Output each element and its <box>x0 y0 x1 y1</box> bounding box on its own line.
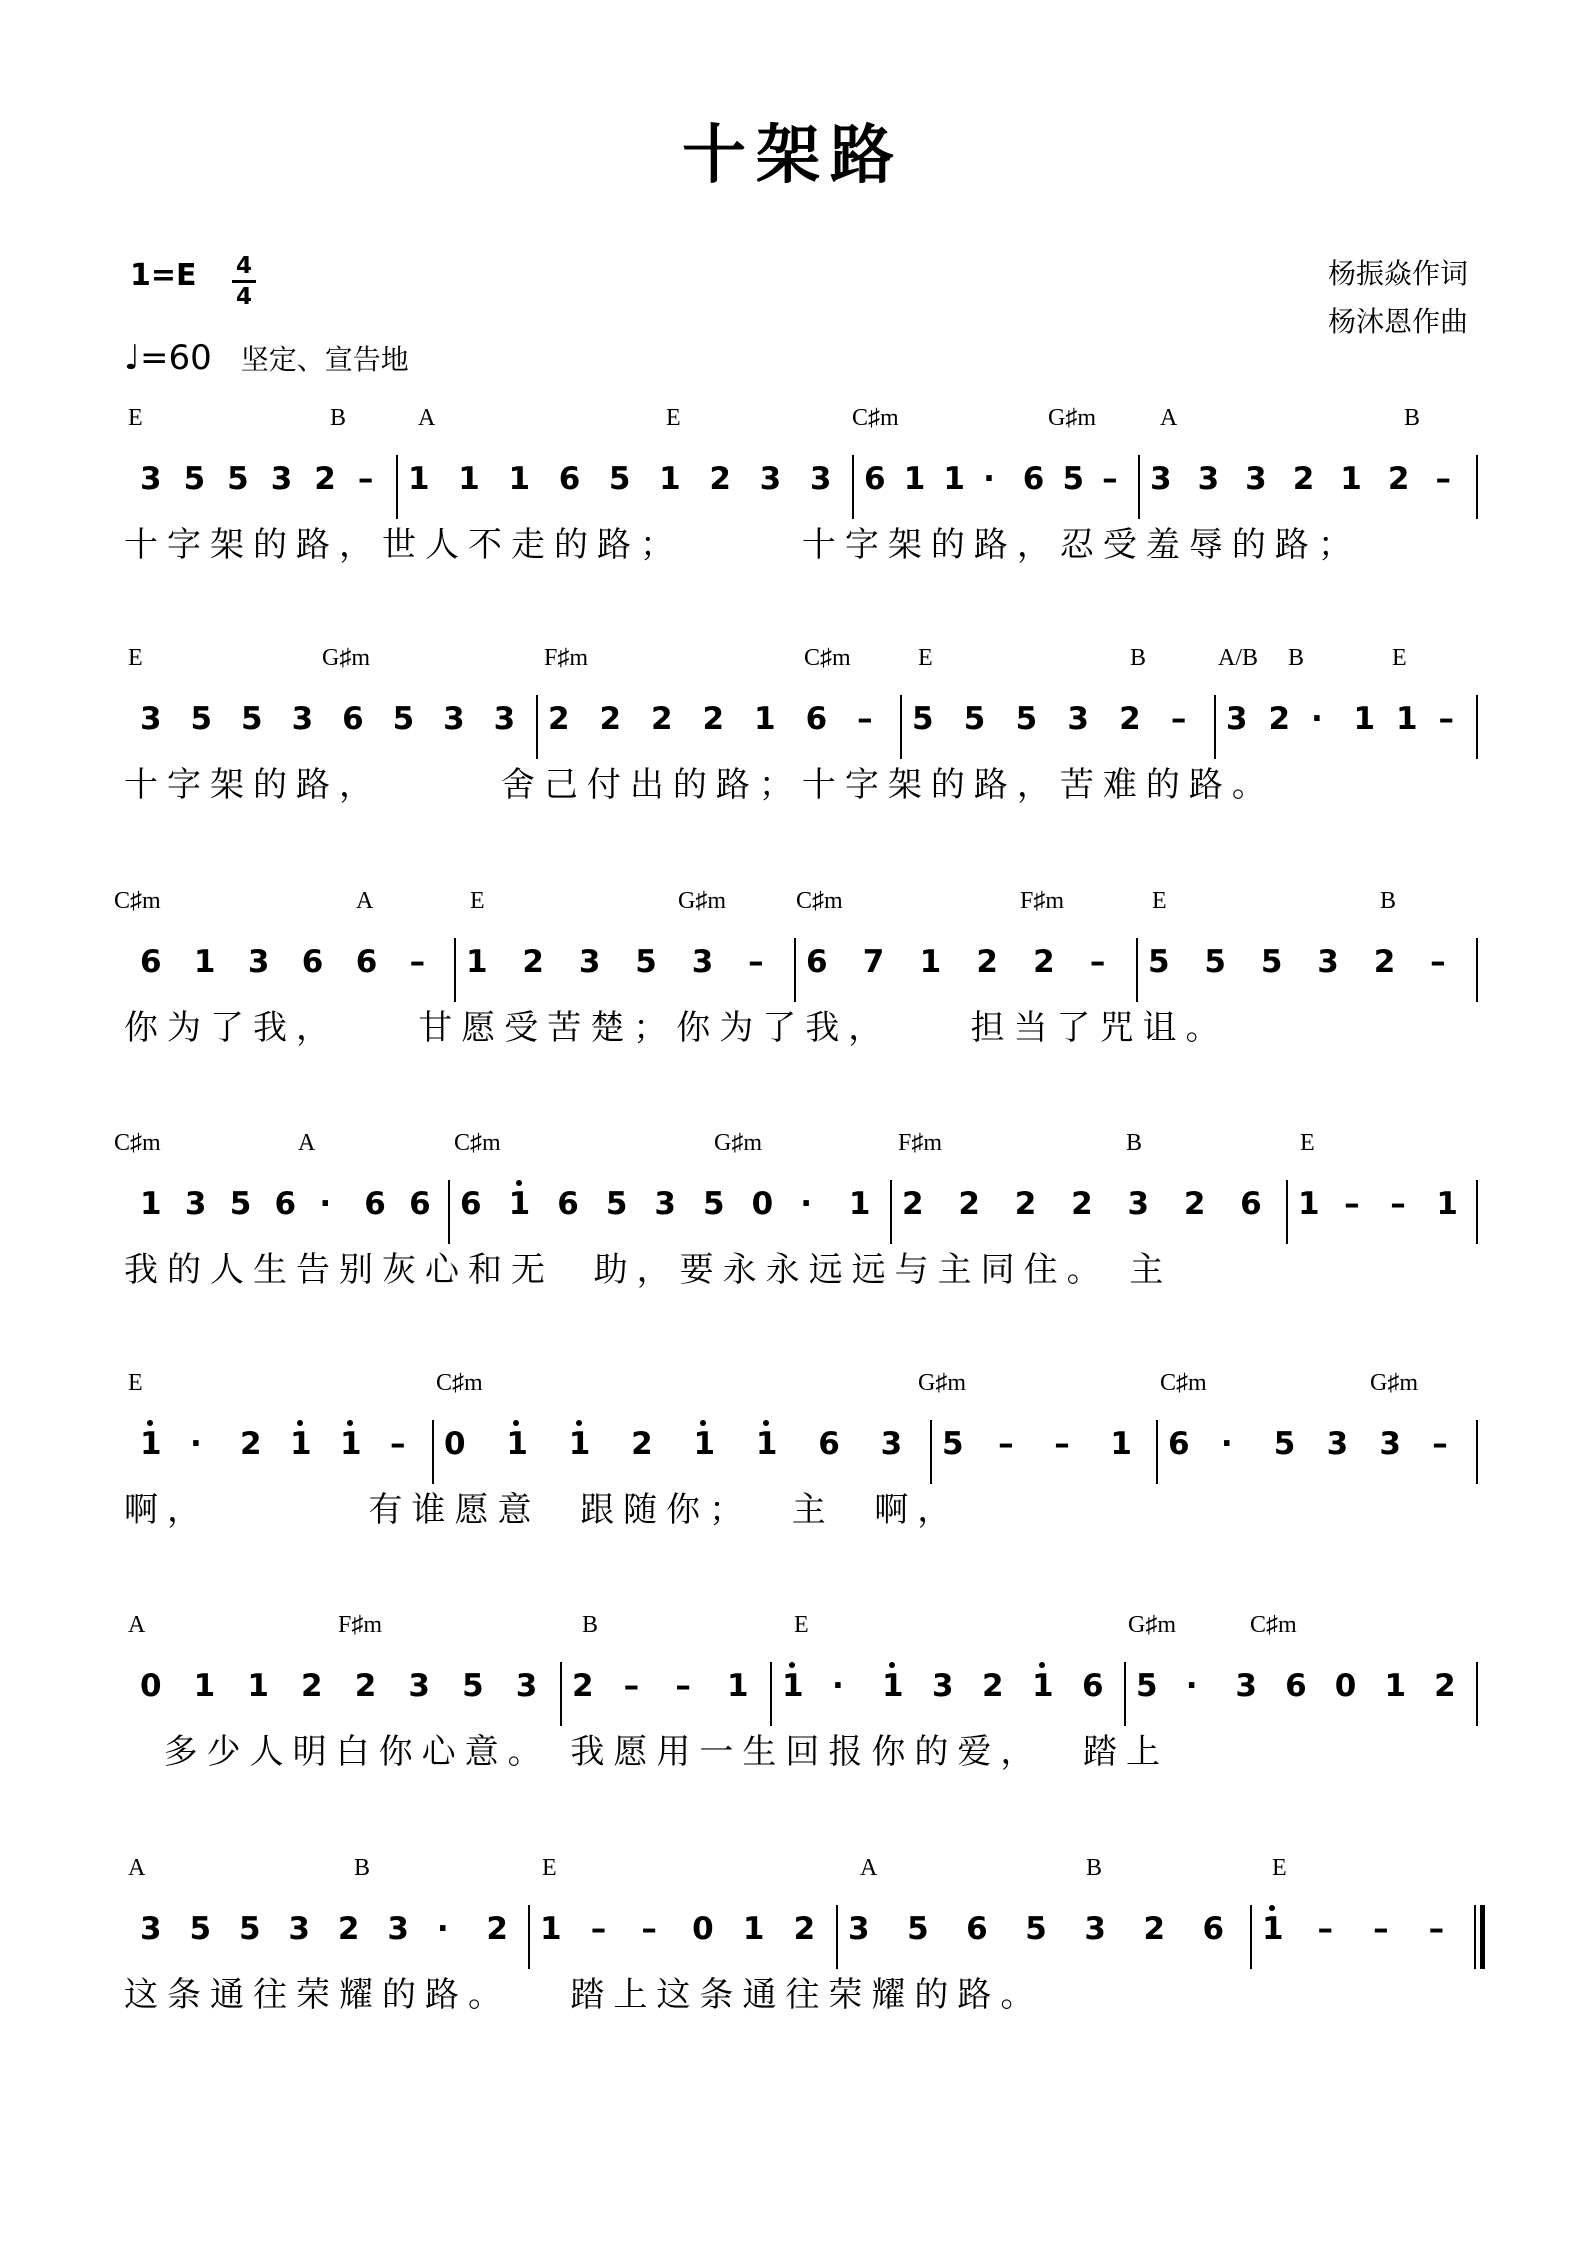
jianpu-note: 3 <box>247 944 270 980</box>
tempo-value: ♩=60 <box>124 338 212 378</box>
jianpu-note: 6 <box>806 944 828 980</box>
chord-symbol: E <box>1300 1130 1315 1156</box>
lyric-line: 多少人明白你心意。 我愿用一生回报你的爱， 踏上 <box>124 1732 1170 1772</box>
jianpu-note: 3 <box>1127 1186 1150 1222</box>
chord-symbol: B <box>1126 1130 1143 1156</box>
jianpu-note: 5 <box>238 1911 261 1947</box>
jianpu-note: 1 <box>1262 1911 1284 1947</box>
jianpu-note: 3 <box>291 701 314 737</box>
chord-symbol: C♯m <box>454 1130 501 1156</box>
jianpu-note: 1 <box>754 701 776 737</box>
jianpu-note: 1 <box>508 1186 531 1222</box>
jianpu-note: 0 <box>1334 1668 1357 1704</box>
jianpu-note: 1 <box>919 944 942 980</box>
jianpu-note: 2 <box>631 1426 653 1462</box>
jianpu-note: 3 <box>1326 1426 1349 1462</box>
jianpu-note: – <box>409 944 426 980</box>
jianpu-note: · <box>800 1186 812 1222</box>
jianpu-note: 3 <box>578 944 601 980</box>
score-system <box>0 1612 1586 1852</box>
jianpu-note: – <box>1344 1186 1360 1222</box>
chord-symbol: E <box>918 645 933 671</box>
jianpu-note: 5 <box>1260 944 1283 980</box>
jianpu-note: 3 <box>270 461 293 497</box>
jianpu-note: 6 <box>1240 1186 1262 1222</box>
lyric-line: 你为了我， 甘愿受苦楚；你为了我， 担当了咒诅。 <box>124 1008 1229 1048</box>
jianpu-note: – <box>623 1668 640 1704</box>
jianpu-note: 3 <box>408 1668 430 1704</box>
time-denominator: 4 <box>235 284 252 310</box>
jianpu-note: 3 <box>1226 701 1248 737</box>
chord-symbol: A <box>418 405 436 431</box>
final-bar-line <box>1480 1905 1485 1969</box>
jianpu-note: 1 <box>903 461 926 497</box>
chord-symbol: B <box>1404 405 1421 431</box>
jianpu-note: 1 <box>1384 1668 1407 1704</box>
jianpu-note: 2 <box>1183 1186 1206 1222</box>
jianpu-note: 2 <box>599 701 622 737</box>
jianpu-note: 1 <box>290 1426 312 1462</box>
jianpu-note: – <box>857 701 873 737</box>
chord-symbol: C♯m <box>114 888 161 914</box>
jianpu-note: 2 <box>522 944 544 980</box>
lyric-line: 十字架的路， 舍己付出的路；十字架的路，苦难的路。 <box>124 765 1275 805</box>
jianpu-note: 6 <box>1285 1668 1307 1704</box>
jianpu-note: – <box>1430 944 1446 980</box>
jianpu-note: – <box>1089 944 1106 980</box>
chord-symbol: F♯m <box>338 1612 383 1638</box>
jianpu-note: · <box>983 461 995 497</box>
jianpu-note: 6 <box>355 944 378 980</box>
jianpu-note: 5 <box>912 701 934 737</box>
lyric-line: 啊， 有谁愿意 跟随你； 主 啊， <box>124 1490 961 1530</box>
chord-symbol: E <box>1152 888 1167 914</box>
jianpu-note: 1 <box>882 1668 904 1704</box>
jianpu-note: – <box>1428 1911 1445 1947</box>
jianpu-note: 2 <box>1033 944 1055 980</box>
time-numerator: 4 <box>235 253 252 279</box>
jianpu-note: 3 <box>184 1186 207 1222</box>
jianpu-note: 5 <box>907 1911 929 1947</box>
jianpu-note: – <box>390 1426 406 1462</box>
jianpu-note: 2 <box>314 461 336 497</box>
jianpu-note: 3 <box>1379 1426 1401 1462</box>
jianpu-note: 1 <box>693 1426 716 1462</box>
chord-symbol: E <box>1272 1855 1287 1881</box>
jianpu-note: 2 <box>240 1426 262 1462</box>
chord-symbol: G♯m <box>678 888 726 914</box>
chord-symbol: E <box>128 645 143 671</box>
jianpu-note: 2 <box>1119 701 1141 737</box>
jianpu-note: 5 <box>1025 1911 1047 1947</box>
chord-symbol: A <box>128 1855 146 1881</box>
jianpu-note: 1 <box>340 1426 362 1462</box>
jianpu-note: 1 <box>659 461 681 497</box>
chord-symbol: G♯m <box>1048 405 1096 431</box>
jianpu-note: 0 <box>140 1668 162 1704</box>
jianpu-note: 1 <box>140 1186 162 1222</box>
chord-symbol: C♯m <box>852 405 899 431</box>
jianpu-note: – <box>357 461 374 497</box>
jianpu-note: 2 <box>301 1668 323 1704</box>
jianpu-note: · <box>1185 1668 1198 1704</box>
chord-symbol: A <box>356 888 374 914</box>
jianpu-note: 1 <box>1298 1186 1320 1222</box>
chord-symbol: E <box>470 888 485 914</box>
jianpu-note: 2 <box>354 1668 377 1704</box>
chord-symbol: G♯m <box>1128 1612 1176 1638</box>
time-signature <box>232 254 256 309</box>
jianpu-note: 1 <box>408 461 430 497</box>
jianpu-note: 3 <box>288 1911 310 1947</box>
chord-symbol: B <box>1380 888 1397 914</box>
jianpu-note: 5 <box>183 461 206 497</box>
chord-symbol: B <box>1086 1855 1103 1881</box>
jianpu-note: – <box>641 1911 657 1947</box>
jianpu-note: 1 <box>568 1426 591 1462</box>
jianpu-note: 5 <box>229 1186 252 1222</box>
jianpu-note: · <box>319 1186 332 1222</box>
jianpu-note: 6 <box>301 944 324 980</box>
jianpu-note: 5 <box>1148 944 1170 980</box>
jianpu-note: 3 <box>493 701 516 737</box>
score-system <box>0 1370 1586 1610</box>
jianpu-note: 2 <box>1292 461 1315 497</box>
jianpu-note: 3 <box>759 461 782 497</box>
score-system <box>0 405 1586 645</box>
key-signature: 1=E <box>130 258 197 293</box>
jianpu-note: 5 <box>241 701 263 737</box>
chord-symbol: F♯m <box>1020 888 1065 914</box>
jianpu-note: 6 <box>342 701 364 737</box>
jianpu-note: 7 <box>862 944 885 980</box>
chord-symbol: G♯m <box>322 645 370 671</box>
jianpu-note: 3 <box>140 461 162 497</box>
chord-symbol: E <box>1392 645 1407 671</box>
jianpu-note: 2 <box>958 1186 980 1222</box>
jianpu-note: 5 <box>635 944 657 980</box>
lyricist-credit: 杨振焱作词 <box>1327 257 1468 290</box>
score-system <box>0 1130 1586 1370</box>
jianpu-note: 3 <box>443 701 465 737</box>
jianpu-note: – <box>1438 701 1454 737</box>
jianpu-note: 2 <box>1268 701 1291 737</box>
jianpu-note: 1 <box>1032 1668 1054 1704</box>
jianpu-note: 1 <box>1340 461 1362 497</box>
jianpu-note: 3 <box>387 1911 409 1947</box>
chord-symbol: C♯m <box>1250 1612 1297 1638</box>
jianpu-note: 2 <box>982 1668 1004 1704</box>
jianpu-note: 6 <box>805 701 828 737</box>
jianpu-note: 1 <box>742 1911 765 1947</box>
chord-symbol: C♯m <box>804 645 851 671</box>
jianpu-note: 1 <box>193 944 216 980</box>
jianpu-note: 2 <box>702 701 725 737</box>
jianpu-note: 6 <box>1202 1911 1225 1947</box>
jianpu-note: 1 <box>506 1426 528 1462</box>
jianpu-note: · <box>1311 701 1323 737</box>
chord-symbol: F♯m <box>544 645 589 671</box>
chord-symbol: C♯m <box>436 1370 483 1396</box>
jianpu-note: 5 <box>1015 701 1038 737</box>
jianpu-note: 2 <box>1071 1186 1093 1222</box>
jianpu-note: – <box>1102 461 1118 497</box>
jianpu-note: 3 <box>932 1668 954 1704</box>
chord-symbol: A/B <box>1218 645 1259 671</box>
jianpu-note: · <box>436 1911 449 1947</box>
score-system <box>0 1855 1586 2095</box>
jianpu-note: 3 <box>654 1186 676 1222</box>
jianpu-note: – <box>998 1426 1014 1462</box>
chord-symbol: E <box>128 1370 143 1396</box>
chord-symbol: C♯m <box>1160 1370 1207 1396</box>
jianpu-note: 5 <box>1136 1668 1158 1704</box>
score-system <box>0 888 1586 1128</box>
chord-symbol: B <box>582 1612 599 1638</box>
jianpu-note: 5 <box>190 701 213 737</box>
jianpu-note: · <box>832 1668 844 1704</box>
jianpu-note: 1 <box>727 1668 749 1704</box>
jianpu-note: 2 <box>1387 461 1410 497</box>
jianpu-note: – <box>1054 1426 1070 1462</box>
jianpu-note: 6 <box>274 1186 297 1222</box>
jianpu-note: 5 <box>608 461 631 497</box>
jianpu-note: 5 <box>227 461 249 497</box>
jianpu-note: – <box>748 944 764 980</box>
lyric-line: 这条通往荣耀的路。 踏上这条通往荣耀的路。 <box>124 1975 1044 2015</box>
chord-symbol: B <box>1130 645 1147 671</box>
jianpu-note: 6 <box>409 1186 431 1222</box>
jianpu-note: 0 <box>444 1426 466 1462</box>
jianpu-note: 1 <box>540 1911 562 1947</box>
expression-text: 坚定、宣告地 <box>240 343 409 376</box>
jianpu-note: 2 <box>1143 1911 1166 1947</box>
jianpu-note: – <box>1170 701 1187 737</box>
chord-symbol: E <box>666 405 681 431</box>
jianpu-note: 5 <box>703 1186 725 1222</box>
jianpu-note: 3 <box>691 944 714 980</box>
jianpu-note: 1 <box>193 1668 216 1704</box>
jianpu-note: 5 <box>963 701 986 737</box>
chord-symbol: A <box>298 1130 316 1156</box>
jianpu-note: 2 <box>1014 1186 1037 1222</box>
jianpu-note: 5 <box>605 1186 628 1222</box>
jianpu-note: 6 <box>864 461 886 497</box>
jianpu-note: – <box>590 1911 607 1947</box>
jianpu-note: 5 <box>1062 461 1085 497</box>
jianpu-note: 5 <box>1204 944 1226 980</box>
chord-symbol: A <box>1160 405 1178 431</box>
jianpu-note: 1 <box>1396 701 1418 737</box>
jianpu-note: – <box>1390 1186 1406 1222</box>
jianpu-note: 3 <box>1245 461 1267 497</box>
jianpu-note: 5 <box>942 1426 964 1462</box>
jianpu-note: 5 <box>392 701 415 737</box>
jianpu-note: 1 <box>943 461 965 497</box>
tempo-marking <box>124 338 409 378</box>
jianpu-note: – <box>1435 461 1451 497</box>
song-title: 十架路 <box>682 119 904 193</box>
jianpu-note: 1 <box>1436 1186 1458 1222</box>
jianpu-note: 2 <box>1373 944 1396 980</box>
jianpu-note: 0 <box>751 1186 774 1222</box>
jianpu-note: 1 <box>782 1668 804 1704</box>
chord-symbol: E <box>794 1612 809 1638</box>
chord-symbol: F♯m <box>898 1130 943 1156</box>
chord-symbol: C♯m <box>796 888 843 914</box>
lyric-line: 我的人生告别灰心和无 助，要永永远远与主同住。 主 <box>124 1250 1173 1290</box>
jianpu-note: 1 <box>848 1186 871 1222</box>
jianpu-note: 6 <box>818 1426 840 1462</box>
jianpu-note: 2 <box>1434 1668 1456 1704</box>
jianpu-note: – <box>1432 1426 1448 1462</box>
chord-symbol: B <box>354 1855 371 1881</box>
jianpu-note: 5 <box>1273 1426 1296 1462</box>
score-system <box>0 645 1586 885</box>
jianpu-note: 0 <box>692 1911 714 1947</box>
jianpu-note: 6 <box>558 461 581 497</box>
chord-symbol: E <box>128 405 143 431</box>
jianpu-note: 3 <box>809 461 832 497</box>
jianpu-note: – <box>1317 1911 1334 1947</box>
jianpu-note: 6 <box>557 1186 579 1222</box>
jianpu-note: 3 <box>880 1426 903 1462</box>
chord-symbol: G♯m <box>1370 1370 1418 1396</box>
jianpu-note: 3 <box>848 1911 870 1947</box>
jianpu-note: 2 <box>651 701 673 737</box>
jianpu-note: 6 <box>460 1186 482 1222</box>
chord-symbol: E <box>542 1855 557 1881</box>
jianpu-note: 3 <box>1197 461 1220 497</box>
jianpu-note: – <box>675 1668 691 1704</box>
jianpu-note: 5 <box>189 1911 212 1947</box>
jianpu-note: 1 <box>1353 701 1376 737</box>
jianpu-note: 6 <box>140 944 162 980</box>
jianpu-note: 6 <box>966 1911 988 1947</box>
jianpu-note: 1 <box>1110 1426 1132 1462</box>
jianpu-note: 1 <box>466 944 488 980</box>
jianpu-note: 3 <box>1150 461 1172 497</box>
chord-symbol: A <box>860 1855 878 1881</box>
jianpu-note: 6 <box>364 1186 386 1222</box>
jianpu-note: 2 <box>976 944 998 980</box>
composer-credit: 杨沐恩作曲 <box>1327 305 1468 338</box>
chord-symbol: A <box>128 1612 146 1638</box>
jianpu-note: – <box>1373 1911 1389 1947</box>
jianpu-note: 3 <box>140 1911 162 1947</box>
jianpu-note: 1 <box>140 1426 162 1462</box>
lyric-line: 十字架的路，世人不走的路； 十字架的路，忍受羞辱的路； <box>124 525 1361 565</box>
jianpu-note: 3 <box>515 1668 538 1704</box>
jianpu-note: 2 <box>709 461 731 497</box>
jianpu-note: 2 <box>337 1911 360 1947</box>
jianpu-note: 2 <box>486 1911 508 1947</box>
jianpu-note: · <box>1220 1426 1233 1462</box>
chord-symbol: B <box>1288 645 1305 671</box>
jianpu-note: 6 <box>1168 1426 1190 1462</box>
jianpu-note: 1 <box>508 461 531 497</box>
jianpu-note: 2 <box>902 1186 924 1222</box>
jianpu-note: 2 <box>572 1668 594 1704</box>
jianpu-note: 2 <box>548 701 570 737</box>
jianpu-note: 5 <box>462 1668 484 1704</box>
jianpu-note: 3 <box>1067 701 1089 737</box>
jianpu-note: 3 <box>140 701 162 737</box>
jianpu-note: 1 <box>458 461 480 497</box>
jianpu-note: 6 <box>1082 1668 1104 1704</box>
jianpu-note: 6 <box>1022 461 1045 497</box>
chord-symbol: C♯m <box>114 1130 161 1156</box>
jianpu-note: · <box>190 1426 202 1462</box>
jianpu-note: 3 <box>1084 1911 1106 1947</box>
chord-symbol: G♯m <box>918 1370 966 1396</box>
jianpu-note: 2 <box>793 1911 816 1947</box>
chord-symbol: B <box>330 405 347 431</box>
jianpu-note: 3 <box>1235 1668 1257 1704</box>
jianpu-note: 3 <box>1317 944 1339 980</box>
jianpu-note: 1 <box>247 1668 269 1704</box>
jianpu-note: 1 <box>755 1426 778 1462</box>
chord-symbol: G♯m <box>714 1130 762 1156</box>
